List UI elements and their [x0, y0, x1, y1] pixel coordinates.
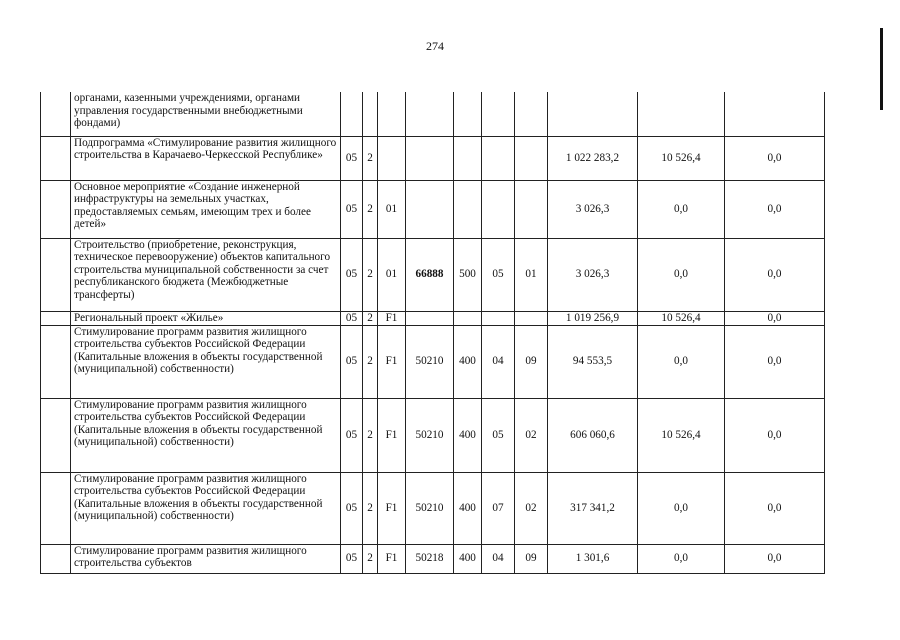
row-c2-cell: 2: [363, 398, 378, 472]
row-c6-cell: 07: [482, 472, 515, 544]
row-v3-cell: [725, 92, 825, 136]
row-v2-cell: 0,0: [638, 544, 725, 573]
table-row: [41, 544, 825, 573]
row-v1-cell: 1 301,6: [548, 544, 638, 573]
row-c2-cell: 2: [363, 180, 378, 238]
row-name-cell: Строительство (приобретение, реконструкция, техническое перевооружение) объектов капитального строительства муниципальной собственности за счет республиканского бюджета (Межбюджетные трансферты): [71, 238, 341, 311]
row-name-cell: Основное мероприятие «Создание инженерной инфраструктуры на земельных участках, предоставляемых семьям, имеющим трех и более детей»: [71, 180, 341, 238]
row-c5-cell: 400: [454, 398, 482, 472]
row-margin-cell: [41, 311, 71, 325]
row-margin-cell: [41, 544, 71, 573]
row-margin-cell: [41, 136, 71, 180]
row-v2-cell: [638, 92, 725, 136]
table-row: [41, 325, 825, 398]
row-c1-cell: 05: [341, 472, 363, 544]
table-row: [41, 472, 825, 544]
row-c1-cell: 05: [341, 544, 363, 573]
row-c1-cell: 05: [341, 325, 363, 398]
row-c3-cell: F1: [378, 472, 406, 544]
row-c2-cell: 2: [363, 311, 378, 325]
table-row: [41, 92, 825, 136]
row-c2-cell: 2: [363, 238, 378, 311]
row-c7-cell: 02: [515, 398, 548, 472]
row-c3-cell: [378, 92, 406, 136]
row-name-cell: Региональный проект «Жилье»: [71, 311, 341, 325]
row-name-cell: Стимулирование программ развития жилищного строительства субъектов Российской Федерации (Капитальные вложения в объекты государственной (муниципальной) собственности): [71, 325, 341, 398]
row-margin-cell: [41, 325, 71, 398]
row-c3-cell: F1: [378, 544, 406, 573]
row-c1-cell: 05: [341, 398, 363, 472]
row-v3-cell: 0,0: [725, 136, 825, 180]
row-c6-cell: [482, 311, 515, 325]
row-v1-cell: [548, 92, 638, 136]
row-v2-cell: 0,0: [638, 180, 725, 238]
scan-edge-mark: [880, 28, 883, 110]
row-c4-cell: 50210: [406, 472, 454, 544]
row-c5-cell: [454, 92, 482, 136]
row-v3-cell: 0,0: [725, 398, 825, 472]
row-c4-cell: [406, 180, 454, 238]
row-name-cell: Стимулирование программ развития жилищного строительства субъектов Российской Федерации (Капитальные вложения в объекты государственной (муниципальной) собственности): [71, 472, 341, 544]
row-v3-cell: 0,0: [725, 544, 825, 573]
row-v1-cell: 94 553,5: [548, 325, 638, 398]
row-c3-cell: 01: [378, 180, 406, 238]
row-c2-cell: 2: [363, 544, 378, 573]
row-c1-cell: 05: [341, 136, 363, 180]
row-v3-cell: 0,0: [725, 325, 825, 398]
row-v3-cell: 0,0: [725, 238, 825, 311]
row-c6-cell: 04: [482, 544, 515, 573]
table-row: [41, 180, 825, 238]
row-name-cell: Подпрограмма «Стимулирование развития жилищного строительства в Карачаево-Черкесской Республике»: [71, 136, 341, 180]
row-c4-cell: [406, 136, 454, 180]
row-c2-cell: [363, 92, 378, 136]
row-v2-cell: 0,0: [638, 325, 725, 398]
row-c6-cell: [482, 136, 515, 180]
row-margin-cell: [41, 180, 71, 238]
row-c1-cell: [341, 92, 363, 136]
row-c4-cell: 50218: [406, 544, 454, 573]
row-c4-cell: [406, 92, 454, 136]
row-c4-cell: 50210: [406, 325, 454, 398]
row-c5-cell: 500: [454, 238, 482, 311]
row-v2-cell: 10 526,4: [638, 311, 725, 325]
row-c6-cell: 05: [482, 238, 515, 311]
row-c6-cell: 04: [482, 325, 515, 398]
row-v3-cell: 0,0: [725, 311, 825, 325]
row-c7-cell: 01: [515, 238, 548, 311]
row-name-cell: органами, казенными учреждениями, органами управления государственными внебюджетными фондами): [71, 92, 341, 136]
row-c6-cell: [482, 92, 515, 136]
row-c5-cell: 400: [454, 544, 482, 573]
row-v2-cell: 0,0: [638, 472, 725, 544]
row-c1-cell: 05: [341, 180, 363, 238]
page-number: 274: [426, 39, 444, 53]
row-v2-cell: 0,0: [638, 238, 725, 311]
row-c5-cell: [454, 136, 482, 180]
row-c3-cell: [378, 136, 406, 180]
table-row: [41, 238, 825, 311]
row-c4-cell: 50210: [406, 398, 454, 472]
row-c7-cell: [515, 136, 548, 180]
row-c7-cell: [515, 311, 548, 325]
row-c5-cell: [454, 311, 482, 325]
table-row: [41, 398, 825, 472]
row-c3-cell: F1: [378, 311, 406, 325]
row-c1-cell: 05: [341, 238, 363, 311]
row-v3-cell: 0,0: [725, 472, 825, 544]
row-v1-cell: 606 060,6: [548, 398, 638, 472]
row-name-cell: Стимулирование программ развития жилищного строительства субъектов Российской Федерации (Капитальные вложения в объекты государственной (муниципальной) собственности): [71, 398, 341, 472]
row-v2-cell: 10 526,4: [638, 136, 725, 180]
row-c3-cell: F1: [378, 398, 406, 472]
row-c3-cell: 01: [378, 238, 406, 311]
budget-table: [40, 92, 825, 574]
row-c5-cell: 400: [454, 325, 482, 398]
row-margin-cell: [41, 398, 71, 472]
row-c6-cell: 05: [482, 398, 515, 472]
row-c2-cell: 2: [363, 136, 378, 180]
row-c6-cell: [482, 180, 515, 238]
row-c7-cell: 02: [515, 472, 548, 544]
row-c4-cell: [406, 311, 454, 325]
row-v1-cell: 1 019 256,9: [548, 311, 638, 325]
row-name-cell: Стимулирование программ развития жилищного строительства субъектов: [71, 544, 341, 573]
row-v1-cell: 1 022 283,2: [548, 136, 638, 180]
row-v1-cell: 3 026,3: [548, 180, 638, 238]
row-c1-cell: 05: [341, 311, 363, 325]
row-c5-cell: 400: [454, 472, 482, 544]
row-c5-cell: [454, 180, 482, 238]
row-c4-cell: 66888: [406, 238, 454, 311]
row-v1-cell: 317 341,2: [548, 472, 638, 544]
row-c2-cell: 2: [363, 472, 378, 544]
table-row: [41, 136, 825, 180]
row-c7-cell: 09: [515, 325, 548, 398]
row-margin-cell: [41, 92, 71, 136]
row-v3-cell: 0,0: [725, 180, 825, 238]
row-margin-cell: [41, 238, 71, 311]
row-c7-cell: 09: [515, 544, 548, 573]
row-v2-cell: 10 526,4: [638, 398, 725, 472]
row-margin-cell: [41, 472, 71, 544]
table-row: [41, 311, 825, 325]
row-v1-cell: 3 026,3: [548, 238, 638, 311]
row-c2-cell: 2: [363, 325, 378, 398]
row-c7-cell: [515, 92, 548, 136]
row-c7-cell: [515, 180, 548, 238]
row-c3-cell: F1: [378, 325, 406, 398]
